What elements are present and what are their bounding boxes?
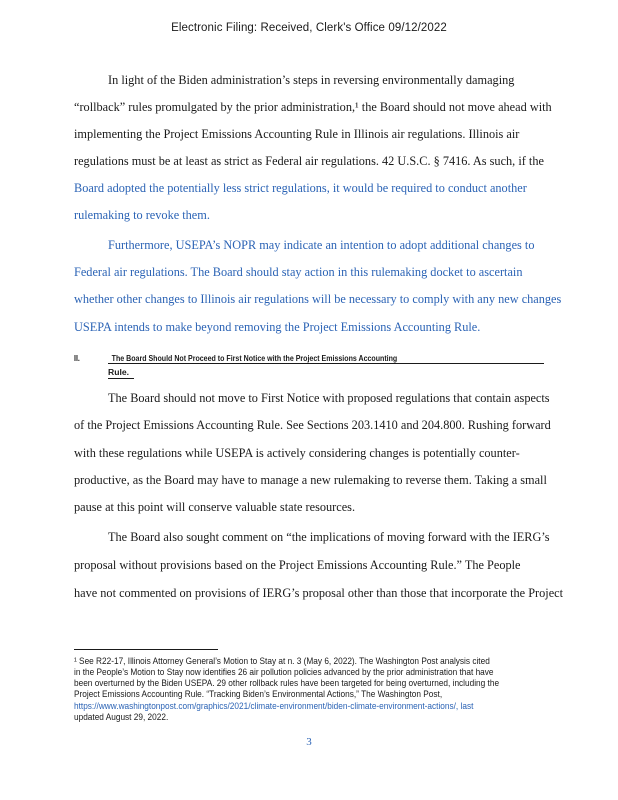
body-line: regulations must be at least as strict as Federal air regulations. 42 U.S.C. § 7416. As such, if the <box>74 154 544 168</box>
heading-underline <box>108 378 134 379</box>
body-line: pause at this point will conserve valuable state resources. <box>74 500 356 514</box>
body-line: Furthermore, USEPA’s NOPR may indicate an intention to adopt additional changes to <box>108 238 535 252</box>
body-line: have not commented on provisions of IERG’s proposal other than those that incorporate the Project <box>74 586 564 600</box>
body-line: Federal air regulations. The Board should stay action in this rulemaking docket to ascertain <box>74 265 523 279</box>
footnote-divider <box>74 649 218 650</box>
heading-number: II. <box>74 353 80 363</box>
footnote-line: updated August 29, 2022. <box>74 712 169 722</box>
heading-text: The Board Should Not Proceed to First Notice with the Project Emissions Accounting <box>111 353 398 363</box>
body-line: USEPA intends to make beyond removing the Project Emissions Accounting Rule. <box>74 320 481 334</box>
heading-underline <box>108 363 544 364</box>
body-line: with these regulations while USEPA is actively considering changes is potentially counter- <box>74 446 520 460</box>
body-line: rulemaking to revoke them. <box>74 208 210 222</box>
footnote-line: been overturned by the Biden USEPA. 29 other rollback rules have been targeted for being overturned, including the <box>74 678 500 688</box>
filing-header: Electronic Filing: Received, Clerk's Office 09/12/2022 <box>171 22 447 34</box>
footnote-line: in the People’s Motion to Stay now identifies 26 air pollution policies advanced by the prior administration that have <box>74 667 494 677</box>
body-line: Board adopted the potentially less strict regulations, it would be required to conduct another <box>74 181 527 195</box>
body-line: In light of the Biden administration’s steps in reversing environmentally damaging <box>108 73 515 87</box>
body-line: productive, as the Board may have to manage a new rulemaking to reverse them. Taking a small <box>74 473 547 487</box>
body-line: “rollback” rules promulgated by the prior administration,¹ the Board should not move ahead with <box>74 100 552 114</box>
heading-text-line2: Rule. <box>108 367 130 377</box>
section-heading <box>74 353 397 363</box>
footnote-line: ¹ See R22-17, Illinois Attorney General’s Motion to Stay at n. 3 (May 6, 2022). The Washington Post analysis cited <box>74 656 490 666</box>
body-line: The Board should not move to First Notice with proposed regulations that contain aspects <box>108 391 550 405</box>
body-line: of the Project Emissions Accounting Rule. See Sections 203.1410 and 204.800. Rushing forward <box>74 418 551 432</box>
page-number: 3 <box>306 736 312 748</box>
body-line: implementing the Project Emissions Accounting Rule in Illinois air regulations. Illinois air <box>74 127 520 141</box>
footnote-line: Project Emissions Accounting Rule. “Tracking Biden’s Environmental Actions,” The Washington Post, <box>74 689 443 699</box>
body-line: proposal without provisions based on the Project Emissions Accounting Rule.” The People <box>74 558 521 572</box>
body-line: whether other changes to Illinois air regulations will be necessary to comply with any new changes <box>74 292 562 306</box>
footnote-link[interactable]: https://www.washingtonpost.com/graphics/2021/climate-environment/biden-climate-environment-actions/, last <box>74 701 474 711</box>
body-line: The Board also sought comment on “the implications of moving forward with the IERG’s <box>108 530 550 544</box>
